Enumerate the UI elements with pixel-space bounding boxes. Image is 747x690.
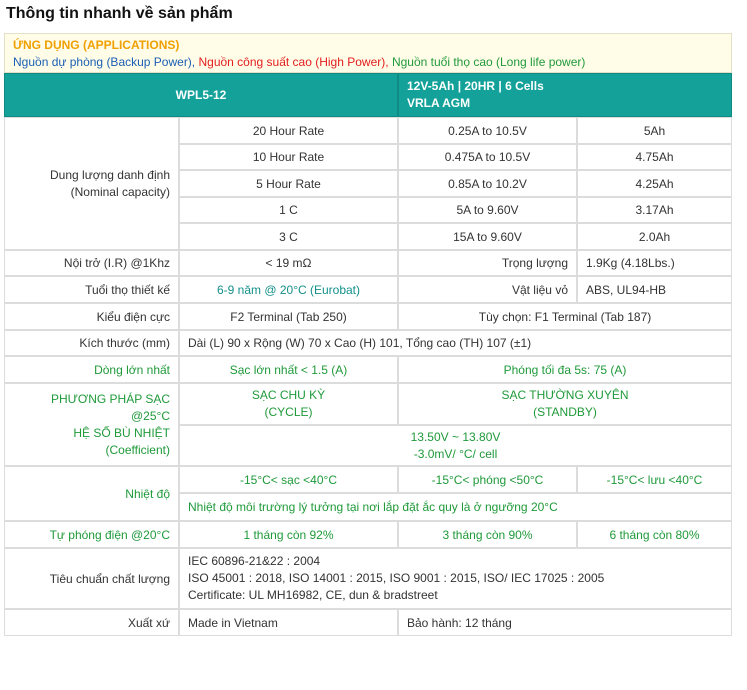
charging-label (4, 383, 179, 466)
self-discharge-label: Tự phóng điện @20°C (4, 521, 179, 548)
app-long-life: Nguồn tuổi thọ cao (Long life power) (391, 55, 586, 69)
capacity-rate: 20 Hour Rate (179, 117, 398, 144)
temp-note: Nhiệt độ môi trường lý tưởng tại nơi lắp đặt ắc quy là ở ngưỡng 20°C (179, 493, 732, 521)
temperature-label: Nhiệt độ (4, 466, 179, 521)
capacity-current: 15A to 9.60V (398, 223, 577, 250)
standards-line3: Certificate: UL MH16982, CE, dun & bradstreet (188, 588, 438, 602)
cycle-charging (179, 383, 398, 425)
header-spec-line1: 12V-5Ah | 20HR | 6 Cells (407, 79, 544, 93)
terminal-value: F2 Terminal (Tab 250) (179, 303, 398, 330)
capacity-current: 0.85A to 10.2V (398, 170, 577, 197)
capacity-current: 0.475A to 10.5V (398, 144, 577, 170)
self-discharge-6m: 6 tháng còn 80% (577, 521, 732, 548)
self-discharge-3m: 3 tháng còn 90% (398, 521, 577, 548)
resistance-label: Nội trở (I.R) @1Khz (4, 250, 179, 276)
standards-line2: ISO 45001 : 2018, ISO 14001 : 2015, ISO 9001 : 2015, ISO/ IEC 17025 : 2005 (188, 571, 605, 585)
capacity-value: 4.75Ah (577, 144, 732, 170)
capacity-rate: 3 C (179, 223, 398, 250)
header-model: WPL5-12 (4, 73, 398, 117)
capacity-label-line2: (Nominal capacity) (70, 184, 170, 199)
cycle-line2: (CYCLE) (264, 405, 313, 419)
charging-label-line3: HỆ SỐ BÙ NHIỆT (73, 425, 170, 440)
voltage-line1: 13.50V ~ 13.80V (410, 429, 501, 444)
charging-label-line1: PHƯƠNG PHÁP SẠC (50, 391, 170, 406)
capacity-rate: 1 C (179, 197, 398, 223)
capacity-rate: 10 Hour Rate (179, 144, 398, 170)
max-charge-current: Sạc lớn nhất < 1.5 (A) (179, 356, 398, 383)
weight-value: 1.9Kg (4.18Lbs.) (577, 250, 732, 276)
self-discharge-1m: 1 tháng còn 92% (179, 521, 398, 548)
capacity-value: 4.25Ah (577, 170, 732, 197)
resistance-value: < 19 mΩ (179, 250, 398, 276)
standards-label: Tiêu chuẩn chất lượng (4, 548, 179, 609)
temp-storage: -15°C< lưu <40°C (577, 466, 732, 493)
temp-charge: -15°C< sạc <40°C (179, 466, 398, 493)
weight-label: Trọng lượng (398, 250, 577, 276)
standby-line1: SẠC THƯỜNG XUYÊN (501, 388, 629, 402)
life-label: Tuổi thọ thiết kế (4, 276, 179, 303)
life-value: 6-9 năm @ 20°C (Eurobat) (179, 276, 398, 303)
capacity-label (4, 117, 179, 250)
standards-value (179, 548, 732, 609)
temp-discharge: -15°C< phóng <50°C (398, 466, 577, 493)
capacity-current: 5A to 9.60V (398, 197, 577, 223)
origin-label: Xuất xứ (4, 609, 179, 636)
charging-label-line4: (Coefficient) (105, 442, 170, 457)
cycle-line1: SẠC CHU KỲ (251, 388, 326, 402)
applications-box (4, 33, 732, 73)
standby-line2: (STANDBY) (533, 405, 597, 419)
charging-voltage (179, 425, 732, 466)
page-title: Thông tin nhanh về sản phẩm (6, 5, 233, 22)
capacity-value: 3.17Ah (577, 197, 732, 223)
capacity-value: 2.0Ah (577, 223, 732, 250)
capacity-current: 0.25A to 10.5V (398, 117, 577, 144)
app-high-power: Nguồn công suất cao (High Power), (198, 55, 389, 69)
charging-label-line2: @25°C (131, 408, 170, 423)
applications-heading: ỨNG DỤNG (APPLICATIONS) (13, 38, 180, 52)
dimensions-value: Dài (L) 90 x Rộng (W) 70 x Cao (H) 101, Tổng cao (TH) 107 (±1) (179, 330, 732, 356)
terminal-label: Kiểu điện cực (4, 303, 179, 330)
header-spec (398, 73, 732, 117)
case-label: Vật liệu vỏ (398, 276, 577, 303)
capacity-rate: 5 Hour Rate (179, 170, 398, 197)
capacity-value: 5Ah (577, 117, 732, 144)
max-discharge-current: Phóng tối đa 5s: 75 (A) (398, 356, 732, 383)
standards-line1: IEC 60896-21&22 : 2004 (188, 554, 321, 568)
applications-list (13, 55, 585, 69)
max-current-label: Dòng lớn nhất (4, 356, 179, 383)
capacity-label-line1: Dung lượng danh định (50, 167, 170, 182)
origin-value: Made in Vietnam (179, 609, 398, 636)
warranty-value: Bảo hành: 12 tháng (398, 609, 732, 636)
terminal-option: Tùy chọn: F1 Terminal (Tab 187) (398, 303, 732, 330)
case-value: ABS, UL94-HB (577, 276, 732, 303)
header-spec-line2: VRLA AGM (407, 96, 471, 110)
app-backup: Nguồn dự phòng (Backup Power), (13, 55, 196, 69)
dimensions-label: Kích thước (mm) (4, 330, 179, 356)
standby-charging (398, 383, 732, 425)
voltage-line2: -3.0mV/ °C/ cell (413, 446, 498, 461)
